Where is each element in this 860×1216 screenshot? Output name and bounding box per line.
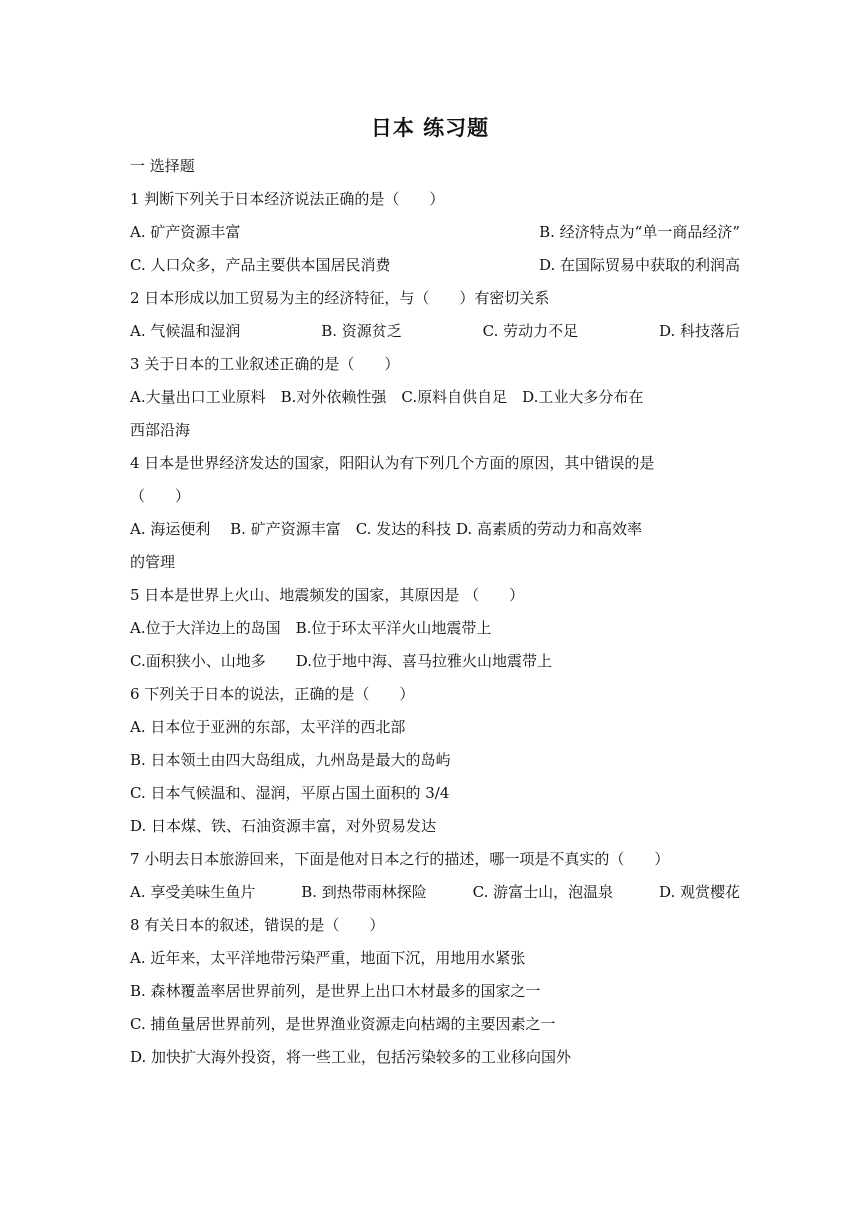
- question-1-option-c: C. 人口众多，产品主要供本国居民消费: [130, 256, 391, 274]
- question-6-stem: 6 下列关于日本的说法，正确的是（ ）: [130, 685, 415, 703]
- question-1-options-row-1: [130, 216, 740, 249]
- question-1-options-row-2: [130, 249, 740, 282]
- question-1-option-b: B. 经济特点为“单一商品经济”: [539, 223, 740, 241]
- question-7-option-c: C. 游富士山，泡温泉: [472, 883, 614, 901]
- question-1-option-a: A. 矿产资源丰富: [130, 223, 241, 241]
- question-8-option-b: B. 森林覆盖率居世界前列，是世界上出口木材最多的国家之一: [130, 982, 541, 1000]
- document-body: [130, 150, 740, 1074]
- question-7-option-a: A. 享受美味生鱼片: [130, 883, 256, 901]
- question-6-option-a: A. 日本位于亚洲的东部，太平洋的西北部: [130, 718, 406, 736]
- question-8-option-a: A. 近年来，太平洋地带污染严重，地面下沉，用地用水紧张: [130, 949, 526, 967]
- question-2-options-row: [130, 315, 740, 348]
- question-7-option-d: D. 观赏樱花: [658, 883, 740, 901]
- question-3-stem: 3 关于日本的工业叙述正确的是（ ）: [130, 355, 400, 373]
- question-6-option-b: B. 日本领土由四大岛组成，九州岛是最大的岛屿: [130, 751, 451, 769]
- question-8-option-c: C. 捕鱼量居世界前列，是世界渔业资源走向枯竭的主要因素之一: [130, 1015, 556, 1033]
- section-heading: 一 选择题: [130, 157, 195, 175]
- question-3-options-line-1: A.大量出口工业原料 B.对外依赖性强 C.原料自供自足 D.工业大多分布在: [130, 388, 644, 406]
- question-5-options-line-2: C.面积狭小、山地多 D.位于地中海、喜马拉雅火山地震带上: [130, 652, 552, 670]
- question-8-stem: 8 有关日本的叙述，错误的是（ ）: [130, 916, 385, 934]
- question-7-option-b: B. 到热带雨林探险: [301, 883, 427, 901]
- question-1-option-d: D. 在国际贸易中获取的利润高: [538, 256, 740, 274]
- question-2-option-a: A. 气候温和湿润: [130, 322, 241, 340]
- question-4-options-line-1: A. 海运便利 B. 矿产资源丰富 C. 发达的科技 D. 高素质的劳动力和高效率: [130, 520, 642, 538]
- question-6-option-c: C. 日本气候温和、湿润，平原占国土面积的 3/4: [130, 784, 450, 802]
- question-2-stem: 2 日本形成以加工贸易为主的经济特征，与（ ）有密切关系: [130, 289, 550, 307]
- page-title: 日本 练习题: [370, 116, 490, 140]
- question-7-options-row: [130, 876, 740, 909]
- question-4-stem-line-1: 4 日本是世界经济发达的国家，阳阳认为有下列几个方面的原因，其中错误的是: [130, 454, 655, 472]
- question-8-option-d: D. 加快扩大海外投资，将一些工业，包括污染较多的工业移向国外: [130, 1048, 572, 1066]
- question-2-option-c: C. 劳动力不足: [482, 322, 579, 340]
- question-2-option-d: D. 科技落后: [658, 322, 740, 340]
- question-5-options-line-1: A.位于大洋边上的岛国 B.位于环太平洋火山地震带上: [130, 619, 492, 637]
- question-4-stem-line-2: （ ）: [130, 487, 191, 505]
- question-6-option-d: D. 日本煤、铁、石油资源丰富，对外贸易发达: [130, 817, 437, 835]
- question-3-options-line-2: 西部沿海: [130, 421, 191, 439]
- question-2-option-b: B. 资源贫乏: [321, 322, 402, 340]
- question-1-stem: 1 判断下列关于日本经济说法正确的是（ ）: [130, 190, 445, 208]
- question-5-stem: 5 日本是世界上火山、地震频发的国家，其原因是 （ ）: [130, 586, 525, 604]
- question-4-options-line-2: 的管理: [130, 553, 176, 571]
- question-7-stem: 7 小明去日本旅游回来，下面是他对日本之行的描述，哪一项是不真实的（ ）: [130, 850, 670, 868]
